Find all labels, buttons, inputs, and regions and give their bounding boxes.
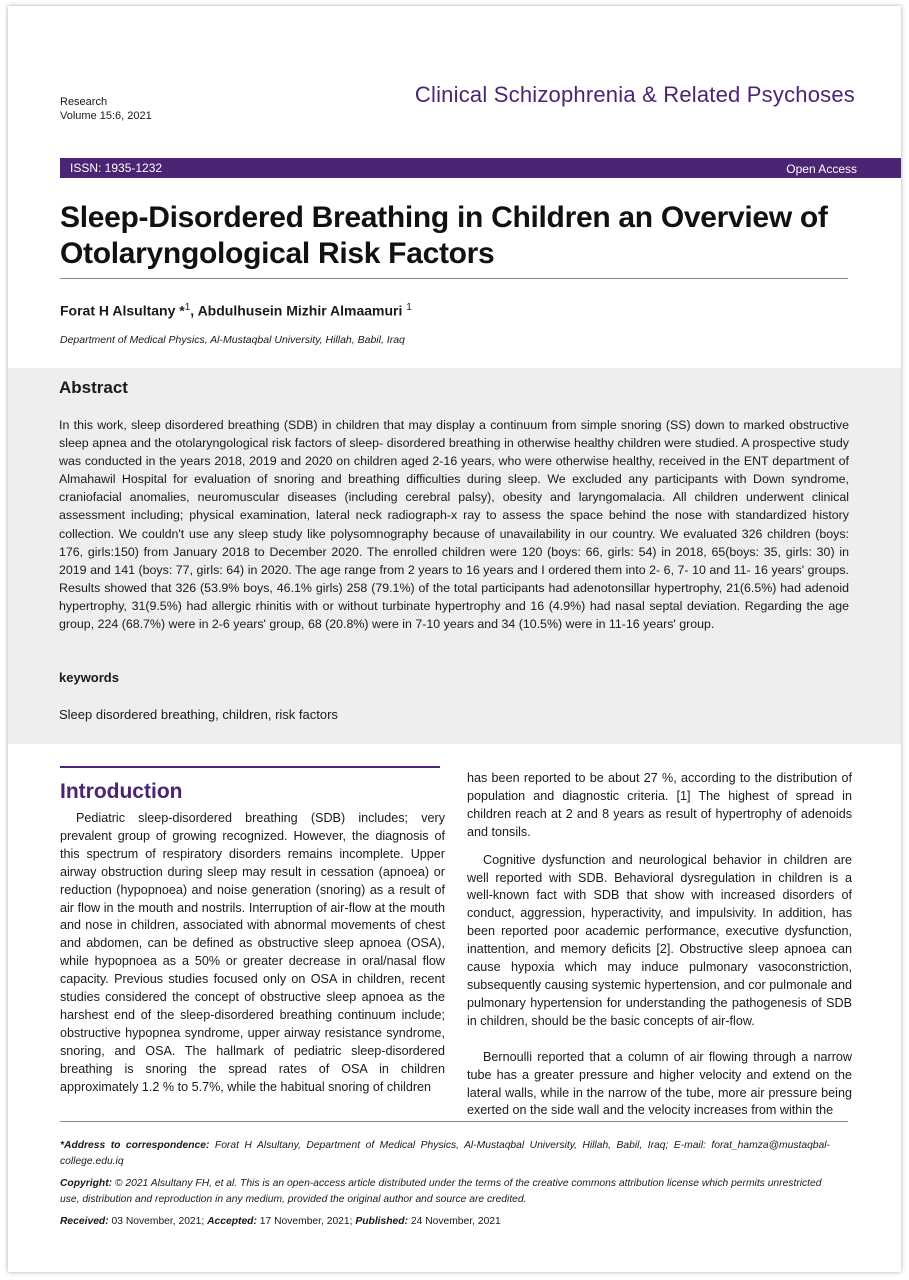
intro-paragraph-1: Pediatric sleep-disordered breathing (SDB) includes; very prevalent group of growing recognized. However, the diagnosis of this spectrum of respiratory disorders remains incomplete. Upper airway obstruction during sleep may result in cessation (apnoea) or reduction (hypopnoea) and noise generation (snoring) as a result of air flow in the mouth and nostrils. Interruption of air-flow at the mouth and nose in children, associated with abnormal movements of chest and abdomen, can be defined as obstructive sleep apnoea (OSA), while hypopnoea as a 50% or greater decrease in oral/nasal flow capacity. Previous studies focused only on OSA in children, recent studies considered the concept of obstructive sleep apnoea as the harshest end of the sleep-disordered breathing continuum include; obstructive hypopnea syndrome, upper airway resistance syndrome, snoring, and OSA. The hallmark of pediatric sleep-disordered breathing is snoring the spread rates of OSA in children approximately 1.2 % to 5.7%, while the habitual snoring of children [60, 811, 445, 1094]
accepted-date: 17 November, 2021; [256, 1216, 356, 1227]
author-1: Forat H Alsultany * [60, 302, 185, 319]
keywords-text: Sleep disordered breathing, children, risk factors [59, 707, 338, 722]
open-access-label: Open Access [786, 162, 857, 176]
abstract-heading: Abstract [59, 378, 128, 397]
accepted-label: Accepted: [207, 1216, 257, 1227]
copyright-text: © 2021 Alsultany FH, et al. This is an open-access article distributed under the terms of the creative commons attribution license which permits unrestricted use, distribution and reproduction in any medium, provided the original author and source are credited. [60, 1178, 822, 1205]
intro-paragraph-3: Cognitive dysfunction and neurological behavior in children are well reported with SDB. Behavioral dysregulation in children is a well-known fact with SDB that show with increased disorders of conduct, aggression, hyperactivity, and impulsivity. In addition, has been reported poor academic performance, executive dysfunction, inattention, and memory deficits [2]. Obstructive sleep apnoea can cause hypoxia which may induce pulmonary vasoconstriction, subsequently causing systemic hypertension, and cor pulmonale and pulmonary hypertension for understanding the pathogenesis of SDB in children, should be the basic concepts of air-flow. [467, 852, 852, 1028]
article-type-block [60, 95, 152, 123]
issn-bar [60, 158, 901, 178]
article-page [8, 6, 901, 1272]
issn: ISSN: 1935-1232 [70, 161, 163, 175]
keywords-heading: keywords [59, 670, 119, 685]
published-date: 24 November, 2021 [408, 1216, 501, 1227]
article-title: Sleep-Disordered Breathing in Children an Overview of Otolaryngological Risk Factors [60, 201, 828, 270]
author-2-affil: 1 [406, 302, 412, 313]
author-2: Abdulhusein Mizhir Almaamuri [197, 302, 407, 319]
title-divider [60, 278, 848, 279]
body-column-right [467, 770, 852, 1120]
volume-info: Volume 15:6, 2021 [60, 110, 152, 122]
introduction-heading: Introduction [60, 780, 183, 803]
correspondence-text: Forat H Alsultany, Department of Medical Physics, Al-Mustaqbal University, Hillah, Babil, Iraq; E-mail: forat_hamza@mustaqbal-college.edu.iq [60, 1140, 830, 1167]
author-separator: , [190, 302, 198, 319]
copyright-note [60, 1176, 830, 1207]
intro-paragraph-2: has been reported to be about 27 %, according to the distribution of population and diagnostic criteria. [1] The highest of spread in children reach at 2 and 8 years as result of hypertrophy of adenoids and tonsils. [467, 771, 852, 839]
abstract-text: In this work, sleep disordered breathing (SDB) in children that may display a continuum from simple snoring (SS) down to marked obstructive sleep apnea and the otolaryngological risk factors of sleep- disordered breathing in otherwise healthy children were studied. A prospective study was conducted in the years 2018, 2019 and 2020 on children aged 2-16 years, who were otherwise healthy, received in the ENT department of Almahawil Hospital for evaluation of snoring and breathing difficulties during sleep. We excluded any participants with Down syndrome, craniofacial anomalies, neuromuscular diseases (including cerebral palsy), obesity and laryngomalacia. All children underwent clinical assessment including; physical examination, lateral neck radiograph-x ray to assess the space behind the nose with standardized history collection. We couldn't use any sleep study like polysomnography because of unavailability in our country. We evaluated 326 children (boys: 176, girls:150) from January 2018 to December 2020. The enrolled children were 120 (boys: 66, girls: 54) in 2018, 65(boys: 35, girls: 30) in 2019 and 141 (boys: 77, girls: 64) in 2020. The age range from 2 years to 16 years and I ordered them into 2- 6, 7- 10 and 11- 16 years' groups. Results showed that 326 (53.9% boys, 46.1% girls) 258 (79.1%) of the total participants had adenotonsillar hypertrophy, 21(6.5%) had adenoid hypertrophy, 31(9.5%) had allergic rhinitis with or without turbinate hypertrophy and 16 (4.9%) had nasal septal deviation. Regarding the age group, 224 (68.7%) were in 2-6 years' group, 68 (20.8%) were in 7-10 years and 34 (10.5%) were in 11-16 years' group. [59, 418, 849, 632]
journal-name: Clinical Schizophrenia & Related Psychoses [414, 82, 855, 107]
received-label: Received: [60, 1216, 109, 1227]
author-list [60, 302, 412, 319]
affiliation: Department of Medical Physics, Al-Mustaqbal University, Hillah, Babil, Iraq [60, 334, 405, 346]
published-label: Published: [355, 1216, 409, 1227]
footer-divider [60, 1121, 848, 1122]
correspondence-label: *Address to correspondence: [60, 1140, 210, 1151]
intro-paragraph-4: Bernoulli reported that a column of air flowing through a narrow tube has a greater pressure and higher velocity and extend on the lateral walls, while in the narrow of the tube, more air pressure being exerted on the side wall and the velocity increases from within the [467, 1049, 852, 1118]
received-date: 03 November, 2021; [108, 1216, 208, 1227]
correspondence-note [60, 1138, 830, 1169]
body-column-left [60, 810, 445, 1097]
author-1-affil: 1 [184, 302, 191, 313]
introduction-rule [60, 766, 440, 768]
publication-dates [60, 1214, 830, 1230]
article-type: Research [60, 96, 108, 108]
copyright-label: Copyright: [60, 1178, 113, 1189]
